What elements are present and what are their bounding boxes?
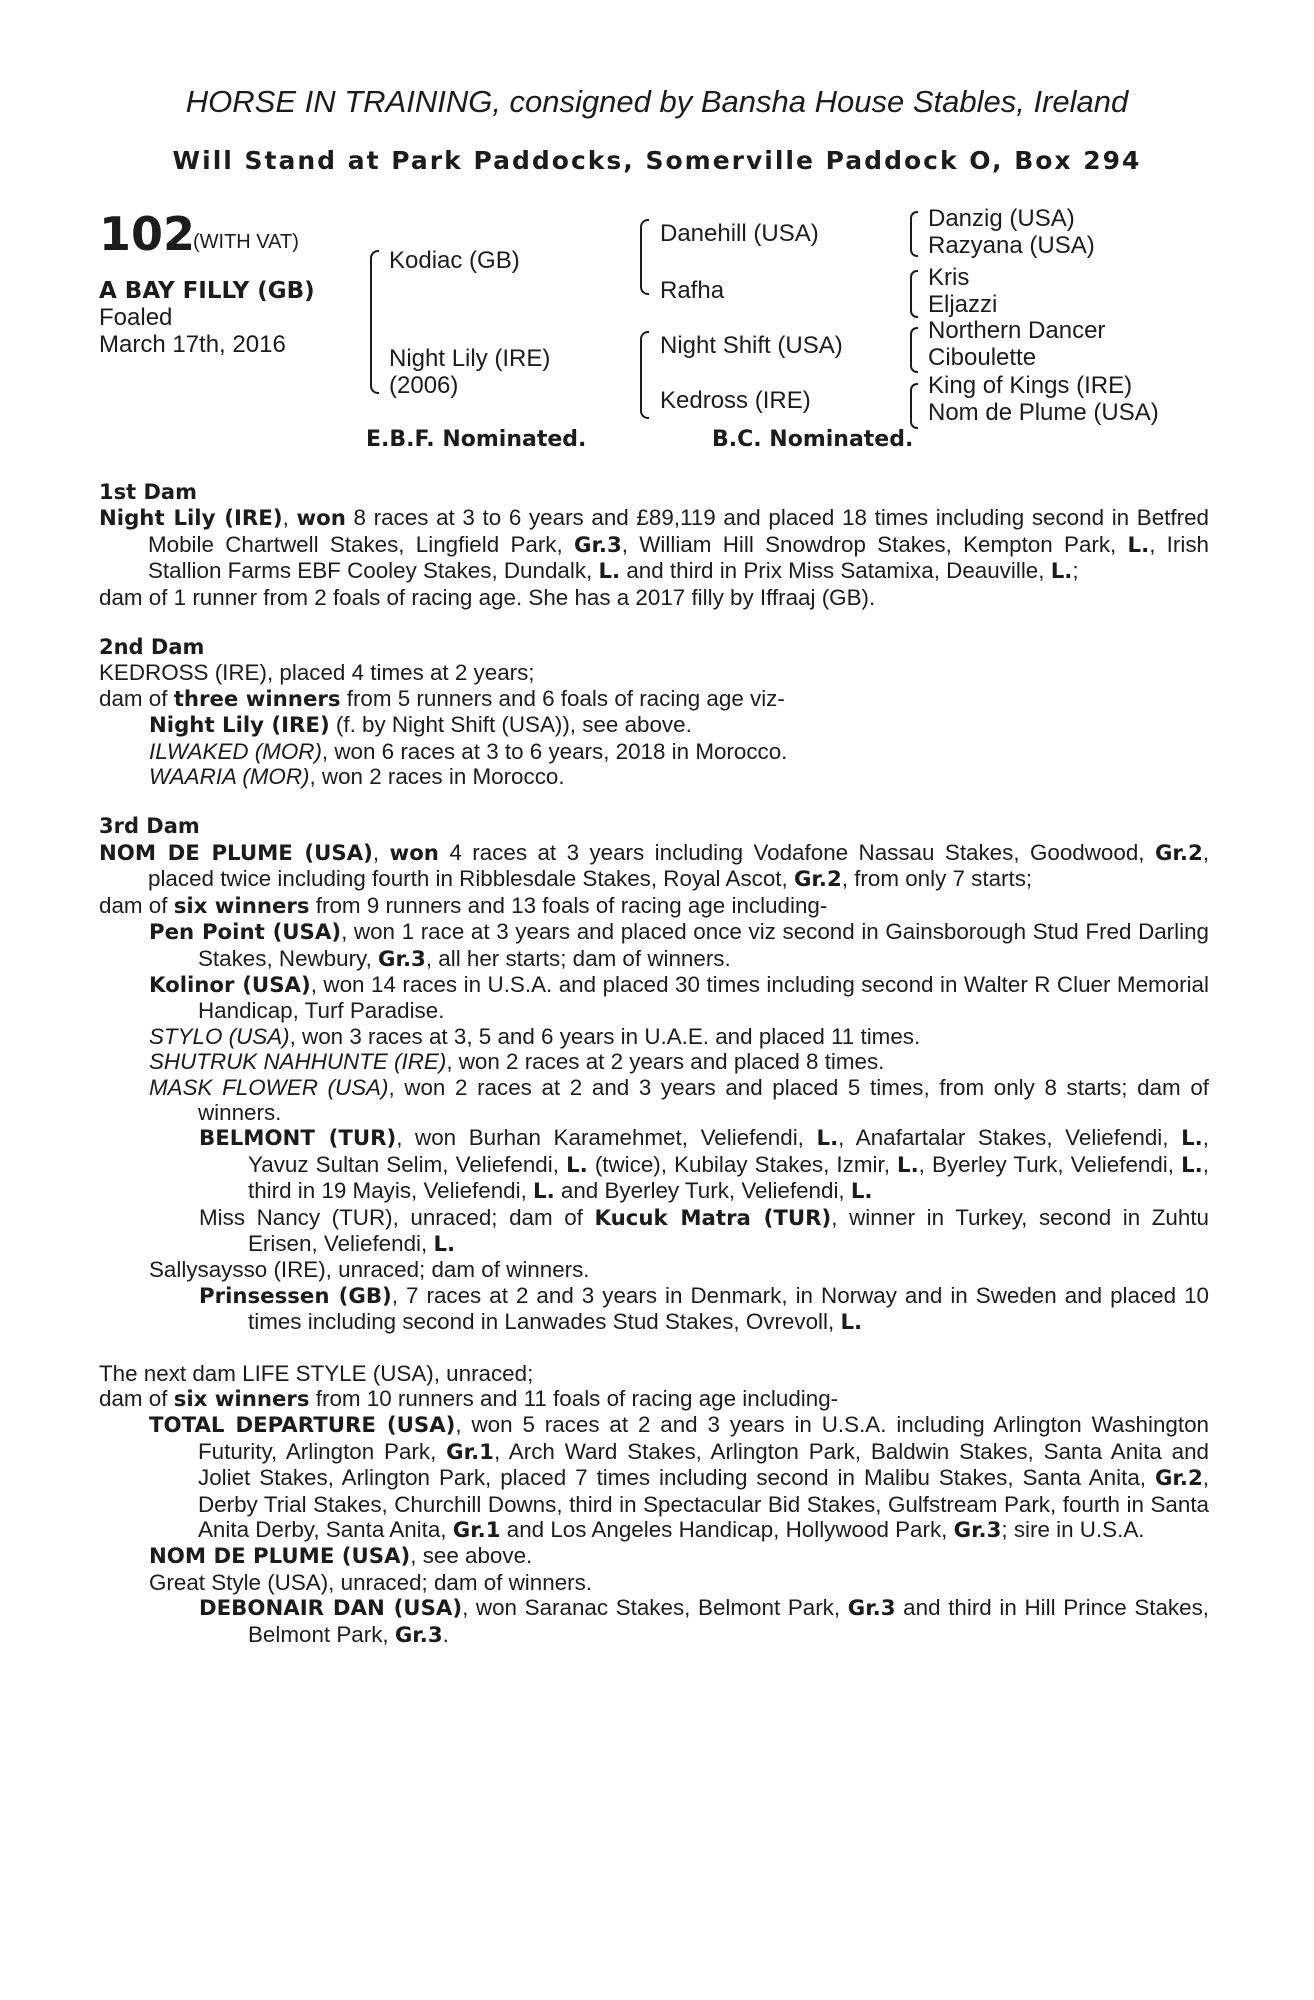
list-item: ILWAKED (MOR), won 6 races at 3 to 6 years, 2018 in Morocco. — [149, 738, 788, 764]
pedigree-brace-gen1 — [370, 250, 379, 394]
sire-dam: Rafha — [660, 277, 725, 304]
third-dam-record: NOM DE PLUME (USA), won 4 races at 3 years including Vodafone Nassau Stakes, Goodwood, Gr.2, placed twice including fourth in Ribblesdale Stakes, Royal Ascot, Gr.2, from only 7 starts; — [99, 839, 1209, 893]
list-item: STYLO (USA), won 3 races at 3, 5 and 6 years in U.A.E. and placed 11 times. — [149, 1023, 921, 1049]
ssd-name: Razyana (USA) — [928, 232, 1095, 259]
second-dam-produce: dam of three winners from 5 runners and 6 foals of racing age viz- — [99, 685, 785, 712]
list-item: Great Style (USA), unraced; dam of winners. — [149, 1569, 593, 1595]
horse-name: A BAY FILLY (GB) — [99, 278, 315, 304]
pedigree-brace-sd — [910, 270, 918, 318]
catalogue-body — [99, 480, 1209, 1648]
dam-name: Night Lily (IRE) — [389, 345, 551, 372]
list-item: BELMONT (TUR), won Burhan Karamehmet, Veliefendi, L., Anafartalar Stakes, Veliefendi, L., Yavuz Sultan Selim, Veliefendi, L. (twice), Kubilay Stakes, Izmir, L., Byerley Turk, Veliefendi, L., third in 19 Mayis, Veliefendi, L. and Byerley Turk, Veliefendi, L. — [199, 1125, 1209, 1205]
sss-name: Danzig (USA) — [928, 205, 1075, 232]
sire-sire: Danehill (USA) — [660, 220, 819, 247]
location-line: Will Stand at Park Paddocks, Somerville Paddock O, Box 294 — [172, 146, 1142, 175]
list-item: Pen Point (USA), won 1 race at 3 years and placed once viz second in Gainsborough Stud Fred Darling Stakes, Newbury, Gr.3, all her starts; dam of winners. — [149, 919, 1209, 972]
ebf-nominated: E.B.F. Nominated. — [366, 427, 587, 452]
sdd-name: Eljazzi — [928, 291, 998, 318]
vat-note: (WITH VAT) — [193, 231, 299, 253]
dss-name: Northern Dancer — [928, 317, 1106, 344]
ddd-name: Nom de Plume (USA) — [928, 399, 1159, 426]
pedigree-brace-ds — [910, 327, 918, 373]
list-item: Night Lily (IRE) (f. by Night Shift (USA)), see above. — [149, 712, 692, 739]
first-dam-produce: dam of 1 runner from 2 foals of racing age. She has a 2017 filly by Iffraaj (GB). — [99, 584, 876, 610]
first-dam-record: Night Lily (IRE), won 8 races at 3 to 6 years and £89,119 and placed 18 times including second in Betfred Mobile Chartwell Stakes, Lingfield Park, Gr.3, William Hill Snowdrop Stakes, Kempton Park, L., Irish Stallion Farms EBF Cooley Stakes, Dundalk, L. and third in Prix Miss Satamixa, Deauville, L.; — [99, 505, 1209, 585]
list-item: Prinsessen (GB), 7 races at 2 and 3 years in Denmark, in Norway and in Sweden and placed 10 times including second in Lanwades Stud Stakes, Ovrevoll, L. — [199, 1282, 1209, 1336]
pedigree-brace-dam — [640, 331, 649, 419]
dds-name: King of Kings (IRE) — [928, 372, 1133, 399]
list-item: DEBONAIR DAN (USA), won Saranac Stakes, Belmont Park, Gr.3 and third in Hill Prince Stakes, Belmont Park, Gr.3. — [199, 1595, 1210, 1648]
foaled-label: Foaled — [99, 304, 173, 331]
list-item: TOTAL DEPARTURE (USA), won 5 races at 2 and 3 years in U.S.A. including Arlington Washington Futurity, Arlington Park, Gr.1, Arch Ward Stakes, Arlington Park, Baldwin Stakes, Santa Anita and Joliet Stakes, Arlington Park, placed 7 times including second in Malibu Stakes, Santa Anita, Gr.2, Derby Trial Stakes, Churchill Downs, third in Spectacular Bid Stakes, Gulfstream Park, fourth in Santa Anita Derby, Santa Anita, Gr.1 and Los Angeles Handicap, Hollywood Park, Gr.3; sire in U.S.A. — [149, 1412, 1210, 1544]
list-item: WAARIA (MOR), won 2 races in Morocco. — [149, 764, 565, 790]
sire-name: Kodiac (GB) — [389, 247, 520, 274]
list-item: Kolinor (USA), won 14 races in U.S.A. and placed 30 times including second in Walter R Cluer Memorial Handicap, Turf Paradise. — [149, 971, 1209, 1024]
bc-nominated: B.C. Nominated. — [712, 427, 914, 452]
lot-number: 102 — [99, 207, 196, 261]
second-dam-heading: 2nd Dam — [99, 635, 205, 660]
next-dam-produce: dam of six winners from 10 runners and 11 foals of racing age including- — [99, 1386, 839, 1412]
sds-name: Kris — [928, 264, 970, 291]
list-item: NOM DE PLUME (USA), see above. — [149, 1543, 533, 1570]
third-dam-heading: 3rd Dam — [99, 814, 200, 839]
dsd-name: Ciboulette — [928, 344, 1037, 371]
list-item: MASK FLOWER (USA), won 2 races at 2 and 3 years and placed 5 times, from only 8 starts; dam of winners. — [149, 1074, 1209, 1125]
third-dam-produce: dam of six winners from 9 runners and 13 foals of racing age including- — [99, 892, 828, 919]
dam-sire: Night Shift (USA) — [660, 332, 843, 359]
foaled-date: March 17th, 2016 — [99, 331, 286, 358]
dam-year: (2006) — [389, 372, 459, 399]
next-dam-record: The next dam LIFE STYLE (USA), unraced; — [99, 1360, 534, 1386]
pedigree-brace-sire — [640, 219, 649, 295]
list-item: SHUTRUK NAHHUNTE (IRE), won 2 races at 2 years and placed 8 times. — [149, 1049, 885, 1075]
list-item: Miss Nancy (TUR), unraced; dam of Kucuk Matra (TUR), winner in Turkey, second in Zuhtu Erisen, Veliefendi, L. — [199, 1204, 1209, 1257]
catalogue-title: HORSE IN TRAINING, consigned by Bansha House Stables, Ireland — [185, 84, 1129, 119]
second-dam-record: KEDROSS (IRE), placed 4 times at 2 years; — [99, 660, 535, 686]
dam-dam: Kedross (IRE) — [660, 387, 811, 414]
list-item: Sallysaysso (IRE), unraced; dam of winners. — [149, 1257, 590, 1283]
pedigree-brace-dd — [910, 383, 918, 429]
first-dam-heading: 1st Dam — [99, 480, 197, 504]
pedigree-brace-ss — [910, 211, 918, 257]
